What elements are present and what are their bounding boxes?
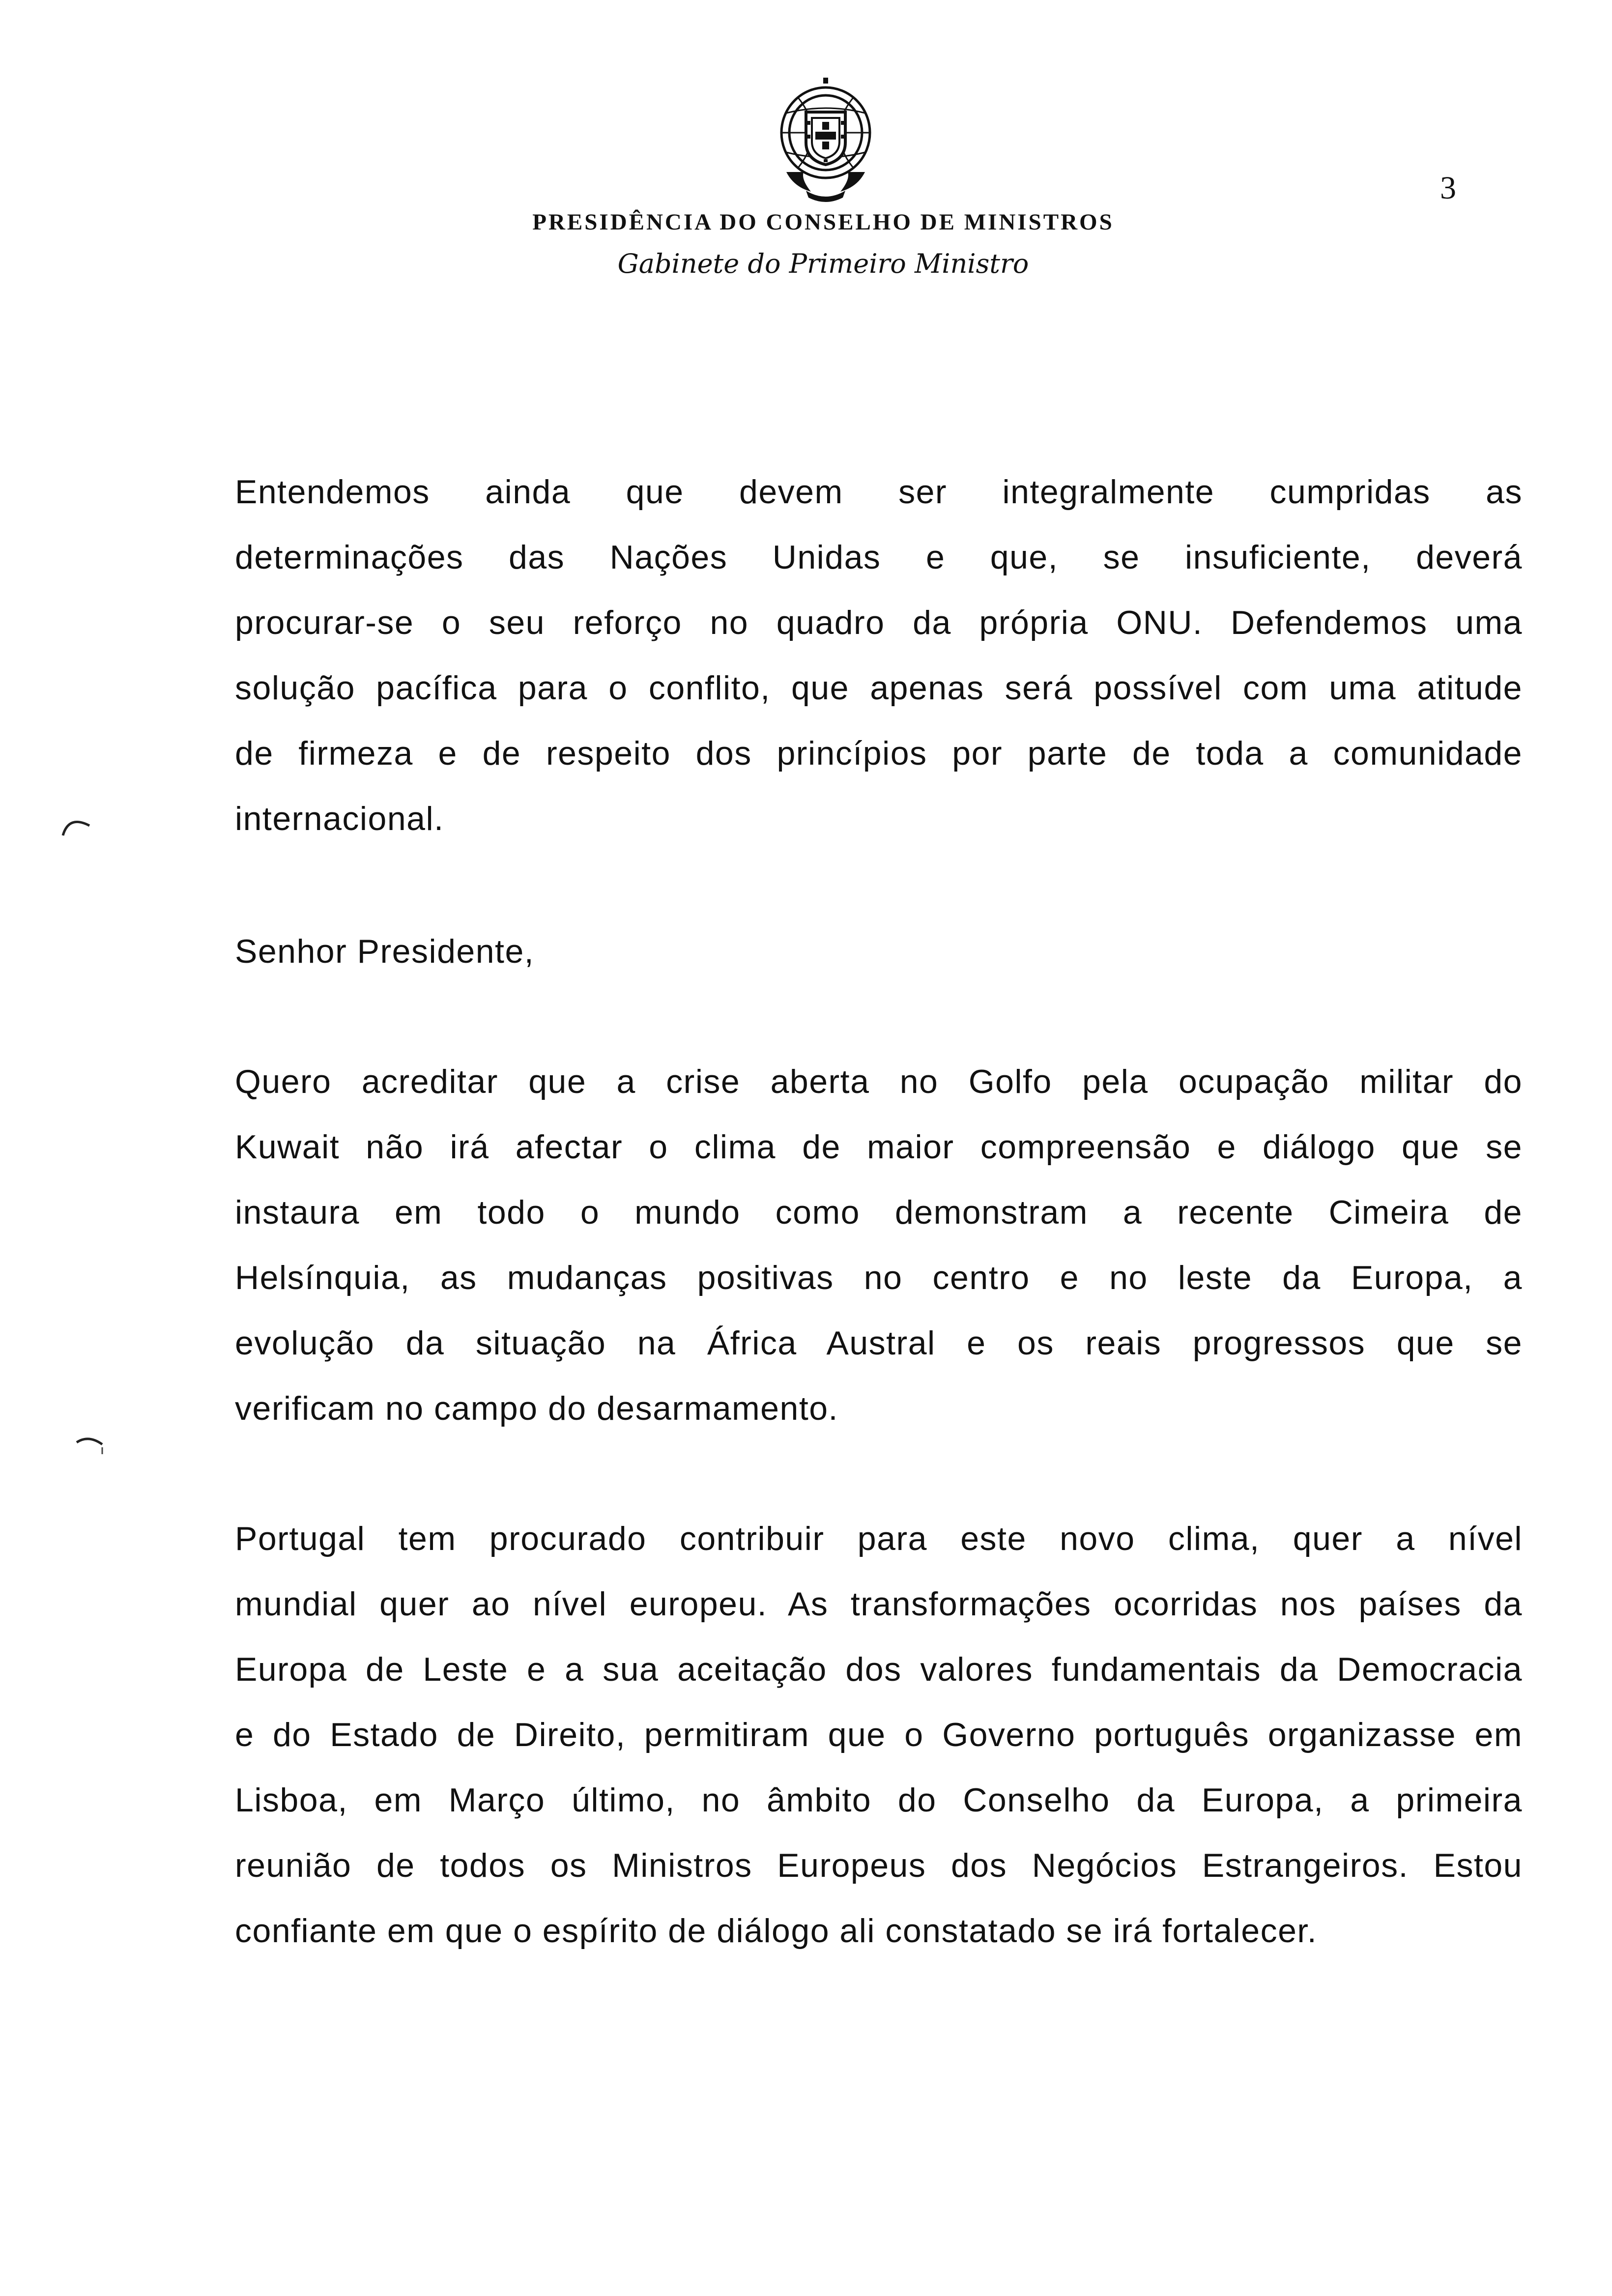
text-line: Entendemos ainda que devem ser integralmente cumpridas as bbox=[235, 473, 1523, 511]
paragraph-3 bbox=[235, 1506, 1523, 1964]
text-line: reunião de todos os Ministros Europeus dos Negócios Estrangeiros. Estou bbox=[235, 1847, 1523, 1884]
text-line: solução pacífica para o conflito, que apenas será possível com uma atitude bbox=[235, 669, 1523, 707]
text-line: procurar-se o seu reforço no quadro da própria ONU. Defendemos uma bbox=[235, 604, 1523, 641]
text-line: Portugal tem procurado contribuir para este novo clima, quer a nível bbox=[235, 1520, 1523, 1557]
header-institution: PRESIDÊNCIA DO CONSELHO DE MINISTROS bbox=[532, 209, 1114, 235]
paragraph-1 bbox=[235, 459, 1523, 852]
punch-hole-mark-icon bbox=[59, 811, 93, 840]
text-line: determinações das Nações Unidas e que, se insuficiente, deverá bbox=[235, 539, 1523, 576]
text-line: Helsínquia, as mudanças positivas no centro e no leste da Europa, a bbox=[235, 1259, 1523, 1296]
text-line: mundial quer ao nível europeu. As transformações ocorridas nos países da bbox=[235, 1585, 1523, 1623]
text-line: instaura em todo o mundo como demonstram a recente Cimeira de bbox=[235, 1194, 1523, 1231]
text-line: Europa de Leste e a sua aceitação dos valores fundamentais da Democracia bbox=[235, 1651, 1523, 1688]
text-line: confiante em que o espírito de diálogo ali constatado se irá fortalecer. bbox=[235, 1912, 1318, 1950]
text-line: Senhor Presidente, bbox=[235, 933, 535, 970]
salutation bbox=[235, 919, 1523, 984]
punch-hole-mark-icon bbox=[74, 1433, 108, 1462]
text-line: verificam no campo do desarmamento. bbox=[235, 1390, 838, 1427]
header-office: Gabinete do Primeiro Ministro bbox=[617, 248, 1029, 279]
paragraph-2 bbox=[235, 1049, 1523, 1441]
page-number: 3 bbox=[1440, 170, 1456, 206]
text-line: Kuwait não irá afectar o clima de maior compreensão e diálogo que se bbox=[235, 1128, 1523, 1166]
portuguese-coat-of-arms-icon bbox=[764, 74, 887, 206]
text-line: internacional. bbox=[235, 800, 444, 837]
text-line: de firmeza e de respeito dos princípios por parte de toda a comunidade bbox=[235, 735, 1523, 772]
text-line: Quero acreditar que a crise aberta no Golfo pela ocupação militar do bbox=[235, 1063, 1523, 1100]
text-line: evolução da situação na África Austral e os reais progressos que se bbox=[235, 1324, 1523, 1362]
text-line: e do Estado de Direito, permitiram que o Governo português organizasse em bbox=[235, 1716, 1523, 1753]
text-line: Lisboa, em Março último, no âmbito do Conselho da Europa, a primeira bbox=[235, 1781, 1523, 1819]
